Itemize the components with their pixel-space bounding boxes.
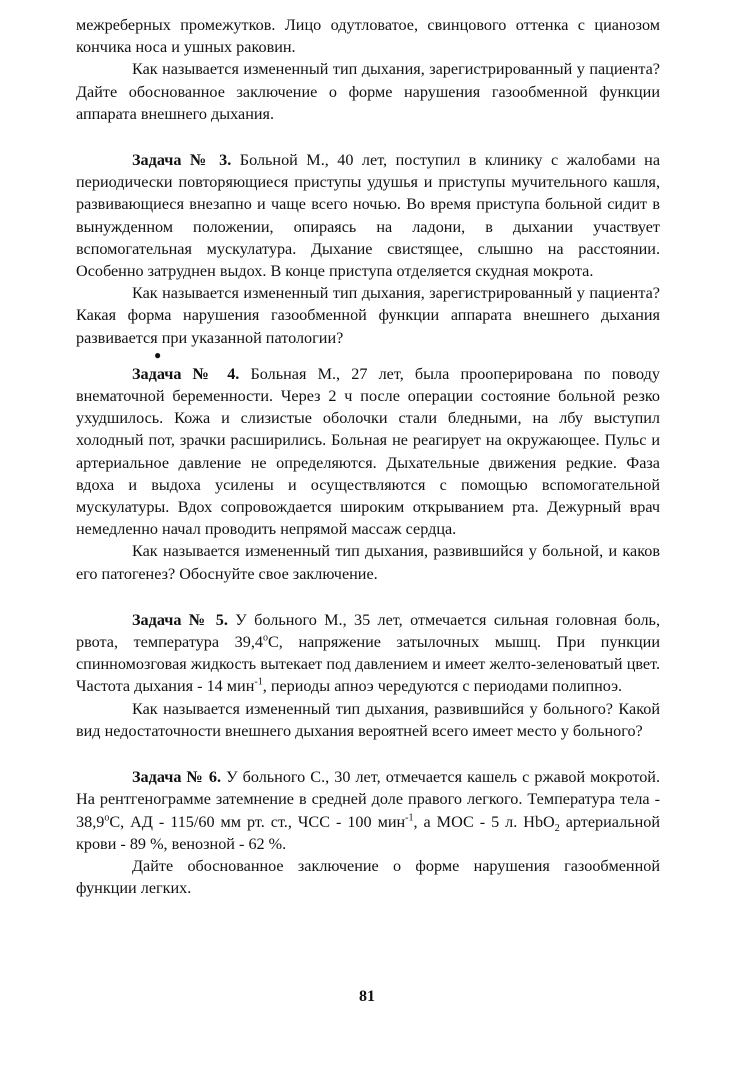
task-6-degree: о [104,812,110,824]
document-page [76,14,660,899]
task-4-question: Как называется измененный тип дыхания, развившийся у больной, и каков его патогенез? Обоснуйте свое заключение. [76,542,660,583]
task-5-title: Задача № 5. [132,610,228,629]
intro-question: Как называется измененный тип дыхания, зарегистрированный у пациента? Дайте обоснованное заключение о форме нарушения газообменной функции аппарата внешнего дыхания. [76,60,660,123]
task-6-title: Задача № 6. [132,768,222,787]
task-3-paragraph [76,149,660,282]
intro-continuation: межреберных промежутков. Лицо одутловатое, свинцового оттенка с цианозом кончика носа и ушных раковин. [76,16,660,57]
task-6-text-d: артериальной крови - 89 %, венозной - 62 %. [76,812,660,853]
task-5-question: Как называется измененный тип дыхания, развившийся у больного? Какой вид недостаточности внешнего дыхания вероятней всего имеет место у больного? [76,699,660,740]
task-6-superscript: -1 [405,812,414,824]
task-3-title: Задача № 3. [132,151,232,170]
task-5-text-a: У больного М., 35 лет, отмечается сильная головная боль, рвота, температура 39,4 [76,610,660,652]
task-5-text-b: С, напряжение затылочных мышц. При пункции спинномозговая жидкость вытекает под давлением и имеет желто-зеленоватый цвет. Частота дыхания - 14 мин [76,633,661,696]
task-4-title: Задача № 4. [132,364,240,383]
ink-mark: ● [154,347,162,362]
task-6-text-a: У больного С., 30 лет, отмечается кашель с ржавой мокротой. На рентгенограмме затемнение в средней доле правого легкого. Температура тела - 38,9 [76,768,660,831]
task-4-paragraph [76,363,660,541]
task-6-paragraph [76,766,660,855]
task-5-superscript: -1 [254,677,263,689]
task-6-text-c: , а МОС - 5 л. HbO [413,812,555,831]
task-5-text-c: , периоды апноэ чередуются с периодами полипноэ. [262,677,623,696]
task-6-text-b: С, АД - 115/60 мм рт. ст., ЧСС - 100 мин [109,812,406,831]
task-3-text: Больной М., 40 лет, поступил в клинику с жалобами на периодически повторяющиеся приступы удушья и приступы мучительного кашля, развивающиеся внезапно и чаще всего ночью. Во время приступа больной сидит в вынужденном положении, опираясь на ладони, в дыхании участвует вспомогательная мускулатура. Дыхание свистящее, слышно на расстоянии. Особенно затруднен выдох. В конце приступа отделяется скудная мокрота. [76,151,661,281]
task-3-question: Как называется измененный тип дыхания, зарегистрированный у пациента? Какая форма нарушения газообменной функции аппарата внешнего дыхания развивается при указанной патологии? [76,284,660,347]
task-5-degree: о [263,632,268,644]
task-5-paragraph [76,609,660,698]
task-6-subscript: 2 [554,822,560,834]
task-4-text: Больная М., 27 лет, была прооперирована по поводу внематочной беременности. Через 2 ч после операции состояние больной резко ухудшилось. Кожа и слизистые оболочки стали бледными, на лбу выступил холодный пот, зрачки расширились. Больная не реагирует на окружающее. Пульс и артериальное давление не определяются. Дыхательные движения редкие. Фаза вдоха и выдоха усилены и осуществляются с помощью вспомогательной мускулатуры. Вдох сопровождается широким открыванием рта. Дежурный врач немедленно начал проводить непрямой массаж сердца. [76,364,660,539]
page-number: 81 [359,988,375,1005]
task-6-question: Дайте обоснованное заключение о форме нарушения газообменной функции легких. [76,856,660,898]
